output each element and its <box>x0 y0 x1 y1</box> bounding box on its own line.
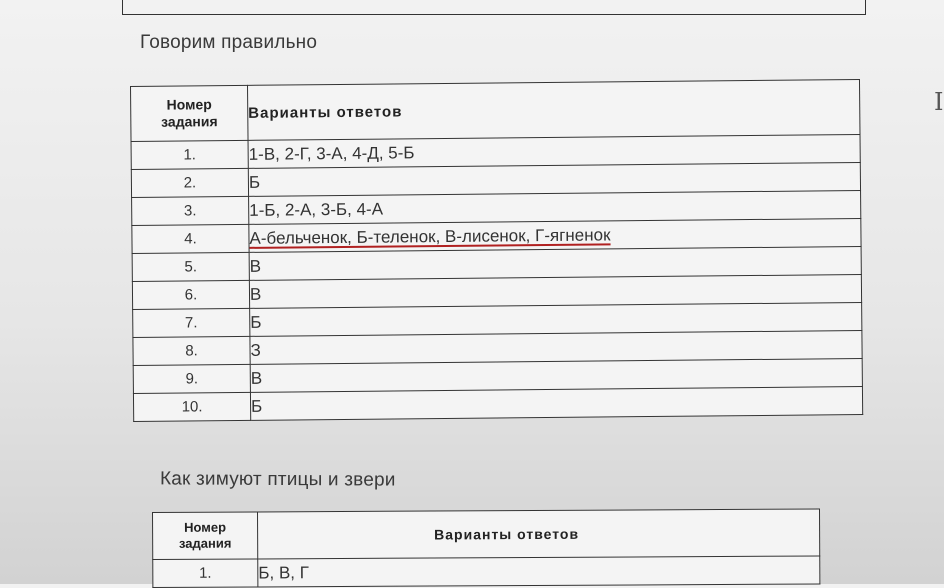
answers-table <box>152 509 820 588</box>
answers-header: Варианты ответов <box>258 509 820 559</box>
answers-table <box>130 79 863 422</box>
text-cursor-icon: I <box>934 88 944 116</box>
task-number: 5. <box>132 252 249 281</box>
table-header-row <box>153 509 820 559</box>
task-number: 6. <box>132 280 249 309</box>
task-number-header: Номер задания <box>131 85 249 141</box>
task-number: 1. <box>153 559 258 588</box>
table-row <box>153 556 820 587</box>
task-number: 2. <box>131 168 248 197</box>
task-number: 10. <box>133 392 250 421</box>
answer-cell[interactable]: Б, В, Г <box>258 556 820 587</box>
table-header-row <box>131 79 860 141</box>
answer-cell[interactable]: В <box>249 246 861 280</box>
task-number-header: Номер задания <box>153 512 258 560</box>
task-number: 3. <box>132 196 249 225</box>
answer-cell[interactable]: В <box>250 358 862 392</box>
table-row <box>133 386 862 421</box>
section-title: Говорим правильно <box>140 32 318 53</box>
answer-cell[interactable]: З <box>250 330 862 364</box>
answer-cell[interactable]: Б <box>248 162 860 196</box>
answer-cell[interactable]: Б <box>250 302 862 336</box>
task-number: 9. <box>133 364 250 393</box>
answer-cell[interactable]: В <box>249 274 861 308</box>
task-number: 7. <box>133 308 250 337</box>
task-number: 8. <box>133 336 250 365</box>
answer-cell[interactable]: 1-В, 2-Г, 3-А, 4-Д, 5-Б <box>248 134 860 168</box>
answer-cell[interactable]: Б <box>250 386 862 420</box>
previous-table-edge <box>122 0 866 15</box>
spellcheck-underlined-text: А-бельченок, Б-теленок, В-лисенок, Г-ягненок <box>249 224 611 248</box>
answers-header: Варианты ответов <box>247 79 859 140</box>
task-number: 4. <box>132 224 249 253</box>
answer-cell[interactable]: 1-Б, 2-А, 3-Б, 4-А <box>249 190 861 224</box>
section-title: Как зимуют птицы и звери <box>159 468 396 491</box>
task-number: 1. <box>131 140 248 169</box>
